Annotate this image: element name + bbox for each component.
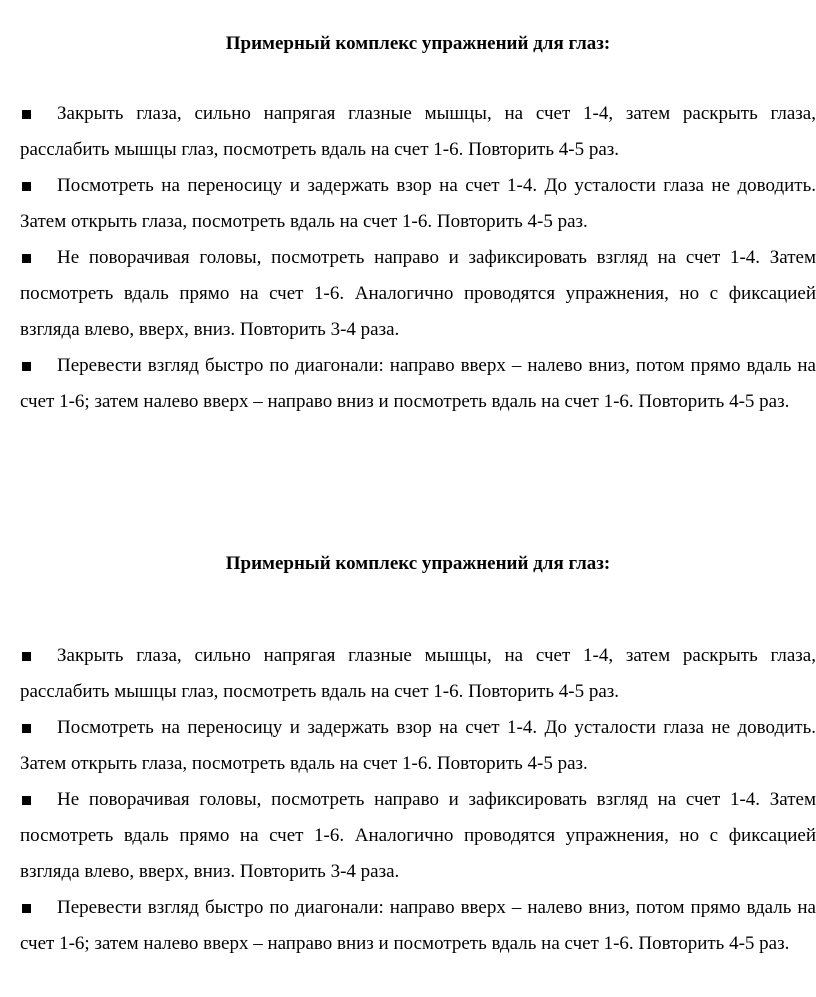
list-item-text: Посмотреть на переносицу и задержать взор на счет 1-4. До усталости глаза не доводить. Затем открыть глаза, посмотреть вдаль на счет 1-6. Повторить 4-5 раз. bbox=[20, 175, 816, 232]
section-heading: Примерный комплекс упражнений для глаз: bbox=[225, 33, 611, 54]
square-bullet-icon bbox=[22, 110, 31, 119]
square-bullet-icon bbox=[22, 904, 31, 913]
list-item bbox=[20, 168, 816, 240]
exercise-list bbox=[20, 96, 816, 420]
square-bullet-icon bbox=[22, 254, 31, 263]
square-bullet-icon bbox=[22, 362, 31, 371]
list-item bbox=[20, 710, 816, 782]
list-item bbox=[20, 96, 816, 168]
square-bullet-icon bbox=[22, 652, 31, 661]
list-item-text: Не поворачивая головы, посмотреть направо и зафиксировать взгляд на счет 1-4. Затем посмотреть вдаль прямо на счет 1-6. Аналогично проводятся упражнения, но с фиксацией взгляда влево, вверх, вниз. Повторить 3-4 раза. bbox=[20, 247, 816, 340]
list-item bbox=[20, 782, 816, 890]
section-heading: Примерный комплекс упражнений для глаз: bbox=[225, 553, 611, 574]
exercise-list bbox=[20, 638, 816, 962]
exercise-section-2 bbox=[20, 552, 816, 962]
list-item-text: Не поворачивая головы, посмотреть направо и зафиксировать взгляд на счет 1-4. Затем посмотреть вдаль прямо на счет 1-6. Аналогично проводятся упражнения, но с фиксацией взгляда влево, вверх, вниз. Повторить 3-4 раза. bbox=[20, 789, 816, 882]
list-item-text: Закрыть глаза, сильно напрягая глазные мышцы, на счет 1-4, затем раскрыть глаза, расслабить мышцы глаз, посмотреть вдаль на счет 1-6. Повторить 4-5 раз. bbox=[20, 103, 816, 160]
list-item-text: Закрыть глаза, сильно напрягая глазные мышцы, на счет 1-4, затем раскрыть глаза, расслабить мышцы глаз, посмотреть вдаль на счет 1-6. Повторить 4-5 раз. bbox=[20, 645, 816, 702]
square-bullet-icon bbox=[22, 796, 31, 805]
list-item bbox=[20, 638, 816, 710]
list-item-text: Посмотреть на переносицу и задержать взор на счет 1-4. До усталости глаза не доводить. Затем открыть глаза, посмотреть вдаль на счет 1-6. Повторить 4-5 раз. bbox=[20, 717, 816, 774]
list-item-text: Перевести взгляд быстро по диагонали: направо вверх – налево вниз, потом прямо вдаль на счет 1-6; затем налево вверх – направо вниз и посмотреть вдаль на счет 1-6. Повторить 4-5 раз. bbox=[20, 897, 816, 954]
list-item-text: Перевести взгляд быстро по диагонали: направо вверх – налево вниз, потом прямо вдаль на счет 1-6; затем налево вверх – направо вниз и посмотреть вдаль на счет 1-6. Повторить 4-5 раз. bbox=[20, 355, 816, 412]
square-bullet-icon bbox=[22, 724, 31, 733]
list-item bbox=[20, 348, 816, 420]
list-item bbox=[20, 240, 816, 348]
square-bullet-icon bbox=[22, 182, 31, 191]
list-item bbox=[20, 890, 816, 962]
exercise-section-1 bbox=[20, 32, 816, 420]
